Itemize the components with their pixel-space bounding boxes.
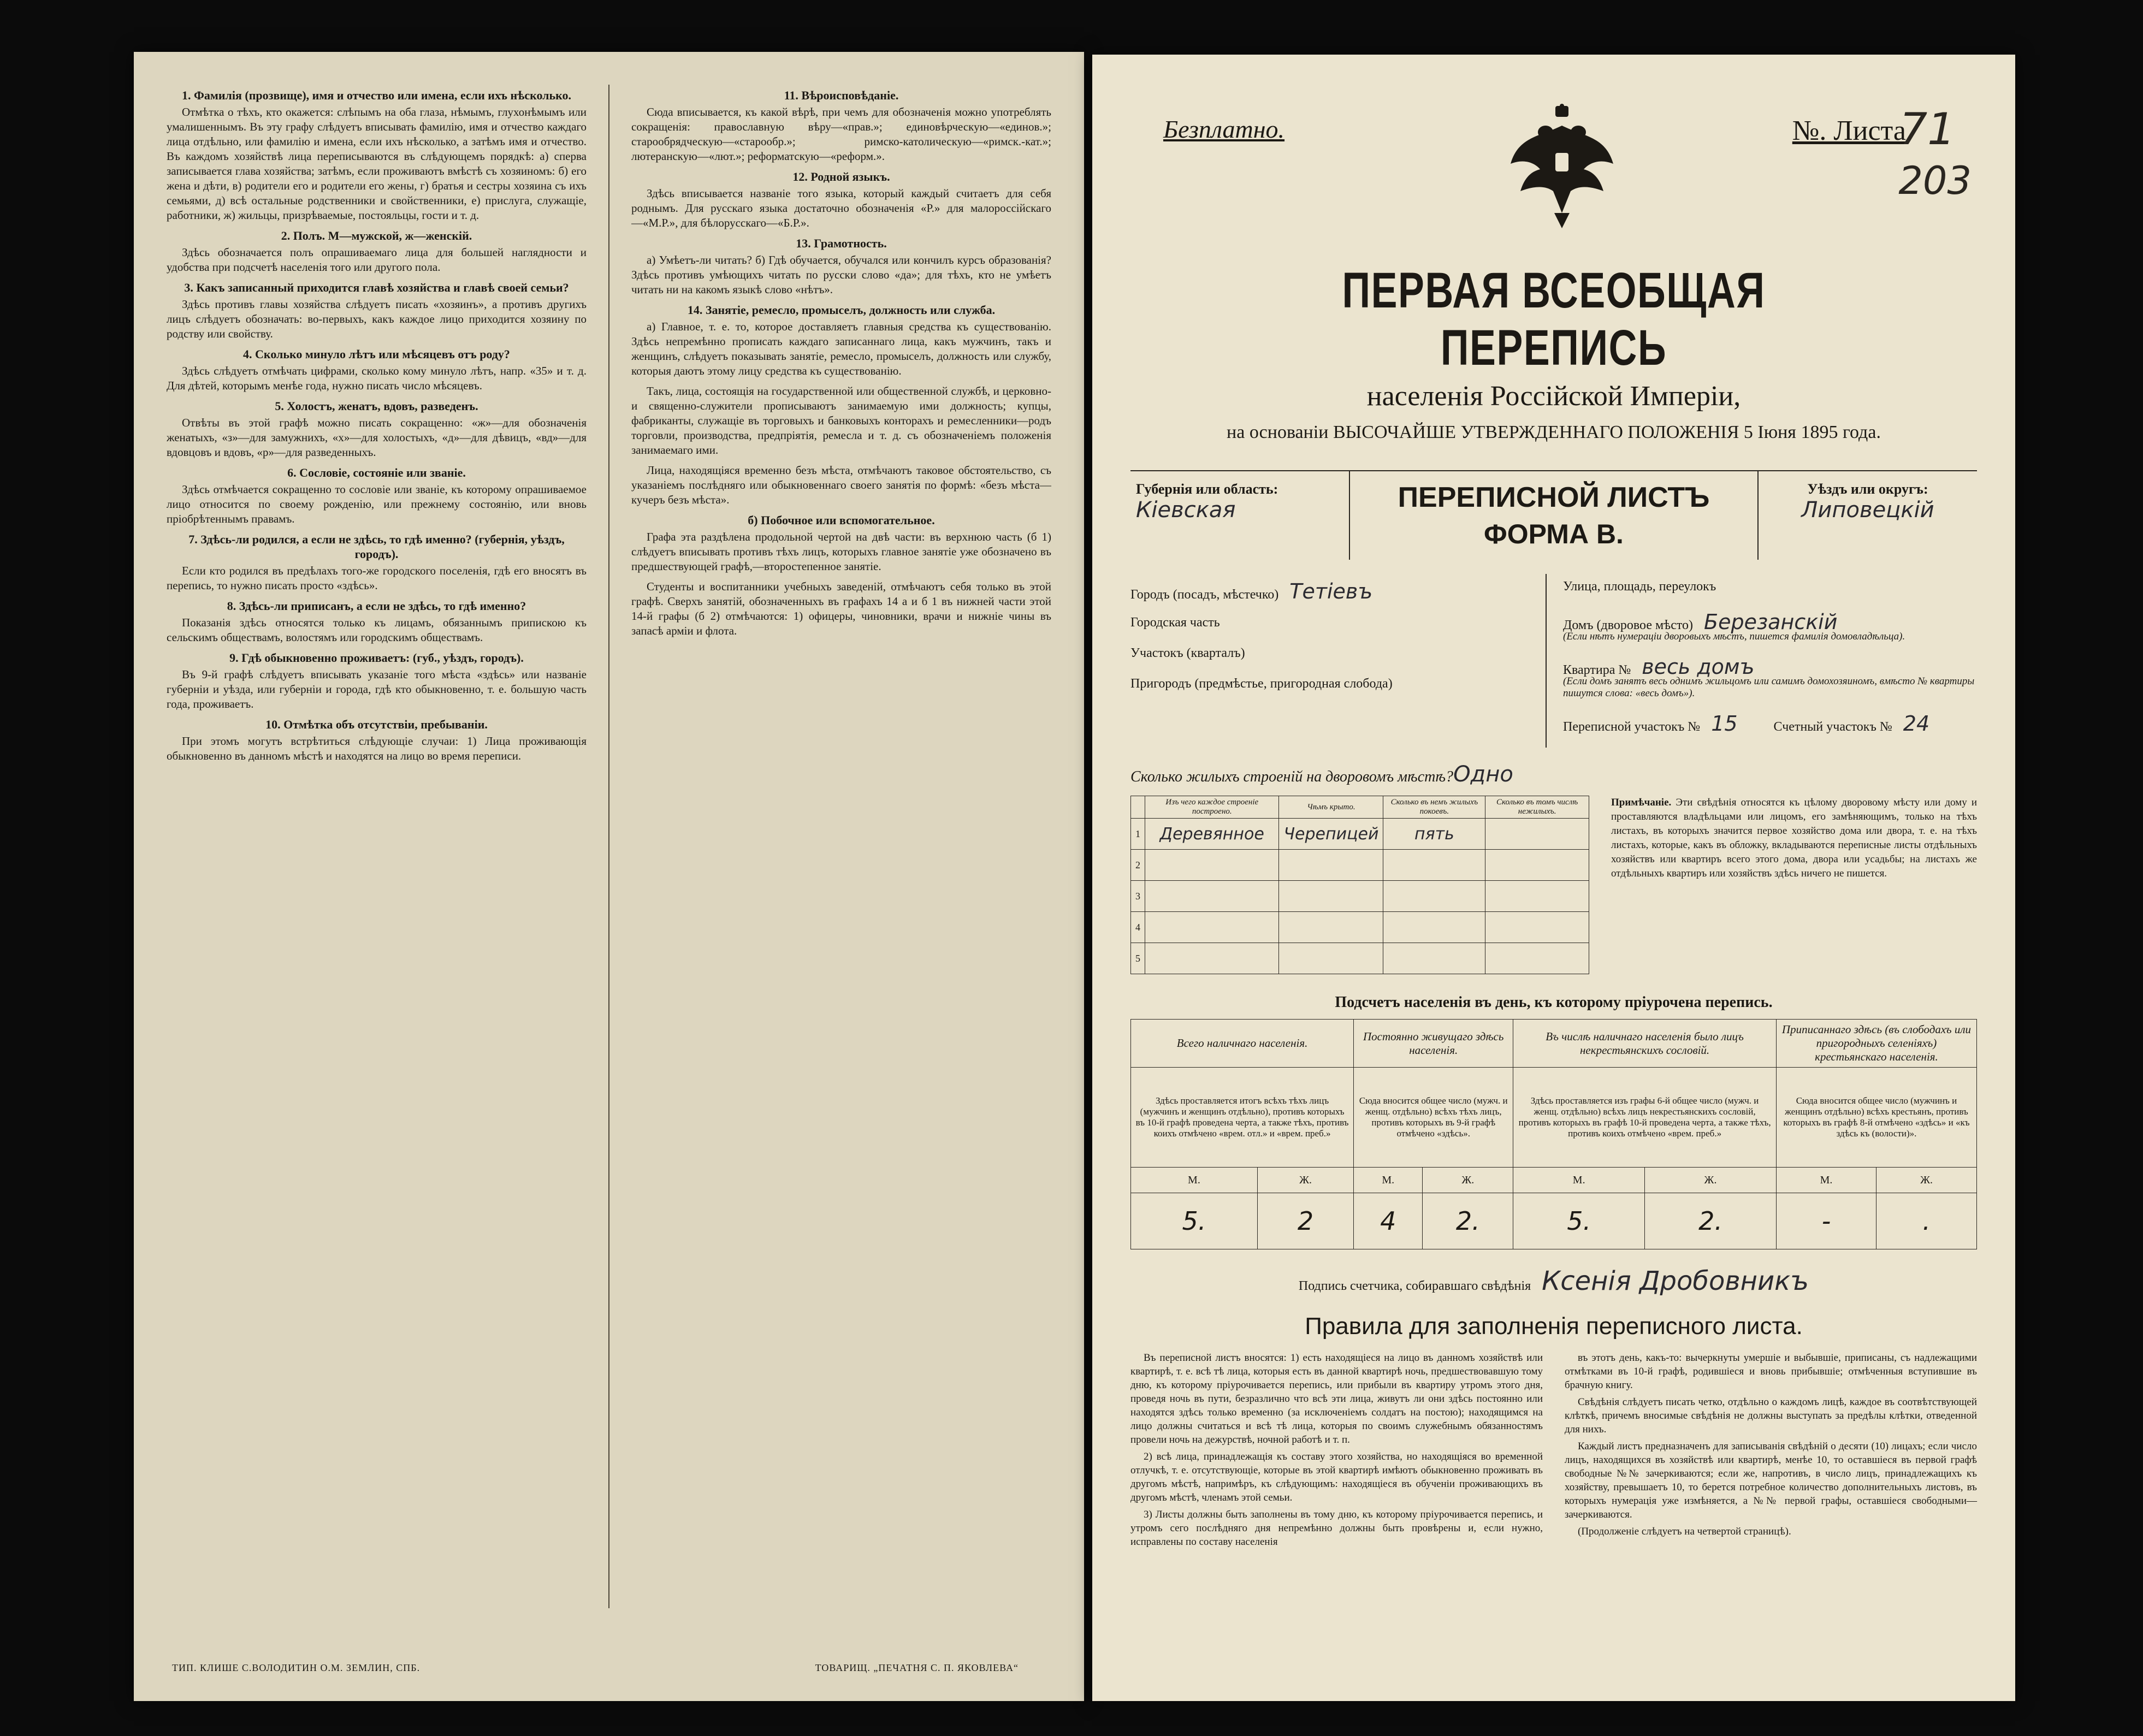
- table-row: [1131, 850, 1589, 881]
- instructions-column-2: [631, 85, 1051, 1608]
- census-area-value: 15: [1711, 712, 1738, 736]
- pop-header-non-peasant: Въ числѣ наличнаго населенія было лицъ некрестьянскихъ сословій.: [1513, 1020, 1777, 1068]
- rules-title: Правила для заполненія переписного листа.: [1305, 1313, 1803, 1340]
- district-value: Липовецкій: [1801, 497, 1934, 523]
- instruction-heading: 10. Отмѣтка объ отсутствіи, пребываніи.: [265, 718, 488, 731]
- instruction-text: Здѣсь обозначается полъ опрашиваемаго лица для большей наглядности и удобства при подсчетѣ населенія того или другого пола.: [167, 246, 587, 274]
- buildings-question-value: Одно: [1453, 762, 1513, 787]
- instruction-text: Студенты и воспитанники учебныхъ заведеній, отмѣчаютъ себя только въ этой графѣ. Сверхъ занятій, обозначенныхъ въ графахъ 14 а и б 1 въ нижней части этой 14-й графы (б 2) отмѣчаются: 1) офицеры, чиновники, врачи и нижніе чины въ запасѣ арміи и флота.: [631, 580, 1051, 637]
- buildings-cell-material: [1145, 912, 1279, 943]
- instruction-heading: 3. Какъ записанный приходится главѣ хозяйства и главѣ своей семьи?: [184, 281, 569, 294]
- apartment-line: [1563, 655, 1977, 700]
- apartment-note: (Если домъ занятъ весь однимъ жильцомъ или самимъ домохозяиномъ, вмѣсто № квартиры пишутся слова: «весь домъ»).: [1563, 676, 1975, 699]
- instruction-section: [167, 228, 587, 275]
- apartment-label: Квартира №: [1563, 663, 1631, 677]
- instruction-text: Здѣсь противъ главы хозяйства слѣдуетъ писать «хозяинъ», а противъ другихъ лицъ слѣдуетъ обозначать: во-первыхъ, какъ каждое лицо приходится хозяину по родству или свойству.: [167, 298, 587, 340]
- buildings-table: [1130, 796, 1589, 974]
- house-value: Березанскій: [1704, 610, 1838, 634]
- suburb-line: [1130, 677, 1535, 695]
- instruction-section: [167, 650, 587, 712]
- instruction-heading: 1. Фамилія (прозвище), имя и отчество или имена, если ихъ нѣсколько.: [181, 88, 572, 102]
- buildings-note-title: Примѣчаніе.: [1611, 797, 1672, 808]
- census-area-line: [1563, 712, 1977, 736]
- suburb-label: Пригородъ (предмѣстье, пригородная слобода): [1130, 677, 1393, 691]
- table-row: [1131, 881, 1589, 912]
- instruction-section: [167, 532, 587, 593]
- house-label: Домъ (дворовое мѣсто): [1563, 618, 1694, 632]
- instruction-heading: 8. Здѣсь-ли приписанъ, а если не здѣсь, то гдѣ именно?: [227, 599, 526, 613]
- buildings-header-roof: Чѣмъ крыто.: [1279, 796, 1383, 819]
- buildings-header-material: Изъ чего каждое строеніе построено.: [1145, 796, 1279, 819]
- instruction-heading: 14. Занятіе, ремесло, промыселъ, должность или служба.: [687, 303, 996, 317]
- sex-label-cell: М.: [1513, 1168, 1645, 1193]
- city-part-line: [1130, 615, 1535, 634]
- rule-paragraph: Въ переписной листъ вносятся: 1) есть находящіеся на лицо въ данномъ хозяйствѣ или квартирѣ, т. е. всѣ тѣ лица, которыя есть въ данной квартирѣ ночь, предшествовавшую тому дню, къ которому пріурочивается перепись, или прибыли въ квартиру утромъ этого дня, проведя ночь въ пути, безразлично что всѣ эти лица, живутъ ли они здѣсь постоянно или находятся здѣсь только временно (за исключеніемъ солдатъ на постою); находящимся на лицо должны считаться и всѣ тѣ лица, которыя по своимъ служебнымъ обязанностямъ провели ночь на дежурствѣ, ночной работѣ и т. п.: [1130, 1352, 1543, 1445]
- rule-paragraph: 3) Листы должны быть заполнены въ тому дню, къ которому пріурочивается перепись, и утромъ сего послѣдняго дня непремѣнно должны быть провѣрены и, если нужно, исправлены по составу населенія: [1130, 1509, 1543, 1548]
- instruction-text: Здѣсь слѣдуетъ отмѣчать цифрами, сколько кому минуло лѣтъ, напр. «35» и т. д. Для дѣтей, которымъ менѣе года, нужно писать число мѣсяцевъ.: [167, 364, 587, 392]
- pop-desc-total: Здѣсь проставляется итогъ всѣхъ тѣхъ лицъ (мужчинъ и женщинъ отдѣльно), противъ которыхъ въ 10-й графѣ проведена черта, а также тѣхъ, противъ коихъ отмѣчено «врем. отл.» и «врем. преб.»: [1131, 1068, 1354, 1168]
- instruction-heading: б) Побочное или вспомогательное.: [748, 513, 935, 527]
- population-value-cell: .: [1876, 1193, 1977, 1249]
- instruction-text: При этомъ могутъ встрѣтиться слѣдующіе случаи: 1) Лица проживающія обыкновенно въ данномъ мѣстѣ и находятся на лицо во время переписи.: [167, 734, 587, 762]
- buildings-cell-material: Деревянное: [1145, 819, 1279, 850]
- province-box: [1130, 471, 1350, 560]
- form-subtitle: ФОРМА В.: [1484, 519, 1624, 549]
- instruction-text: Отмѣтка о тѣхъ, кто окажется: слѣпымъ на оба глаза, нѣмымъ, глухонѣмымъ или умалишеннымъ. Въ эту графу слѣдуетъ вписывать фамилію, имя и отчество каждаго лица отдѣльно, или фамилію и имена, если ихъ нѣсколько, а затѣмъ имя и отчество. Въ каждомъ хозяйствѣ лица переписываются въ слѣдующемъ порядкѣ: а) сперва записывается глава хозяйства; затѣмъ, если проживаютъ вмѣстѣ съ хозяиномъ: б) его жена и дѣти, в) родители его и родители его жены, г) братья и сестры хозяина съ ихъ семьями, д) всѣ остальные родственники и свойственники, е) прислуга, служащіе, работники, ж) жильцы, призрѣваемые, постояльцы, гости и т. д.: [167, 105, 587, 222]
- instruction-text: Въ 9-й графѣ слѣдуетъ вписывать указаніе того мѣста «здѣсь» или названіе губерніи и уѣзда, или губерніи и города, гдѣ кто обыкновенно, т. е. большую часть года, проживаетъ.: [167, 668, 587, 710]
- city-part-label: Городская часть: [1130, 615, 1220, 630]
- rule-paragraph: въ этотъ день, какъ-то: вычеркнуты умершіе и выбывшіе, приписаны, съ надлежащими отмѣтками въ 10-й графѣ, родившіеся и вновь прибывшіе; отмѣченныя вступившие въ брачную книгу.: [1565, 1352, 1977, 1391]
- instruction-section: [631, 88, 1051, 164]
- form-title-box: [1350, 471, 1759, 560]
- quarter-label: Участокъ (кварталъ): [1130, 646, 1245, 660]
- buildings-header-rooms: Сколько въ немъ жилыхъ покоевъ.: [1383, 796, 1485, 819]
- city-label: Городъ (посадъ, мѣстечко): [1130, 588, 1279, 602]
- rule-paragraph: Каждый листъ предназначенъ для записыванія свѣдѣній о десяти (10) лицахъ; если число лицъ, находящихся въ хозяйствѣ или квартирѣ, менѣе 10, то оставшіеся въ первой графѣ свободные №№ зачеркиваются; если же, напротивъ, в число лицъ, принадлежащихъ къ хозяйству, превышаетъ 10, то берется потребное количество дополнительныхъ листовъ, въ которыхъ нумерація уже измѣняется, а №№ первой графы, оставшіеся свободными—зачеркиваются.: [1565, 1441, 1977, 1520]
- printer-imprint-right: ТОВАРИЩ. „ПЕЧАТНЯ С. П. ЯКОВЛЕВА“: [815, 1662, 1019, 1673]
- right-page: [1092, 55, 2015, 1701]
- apartment-value: весь домъ: [1642, 655, 1755, 679]
- enumerator-signature: [1130, 1266, 1977, 1296]
- buildings-cell-n: 4: [1131, 912, 1145, 943]
- population-value-cell: 5.: [1131, 1193, 1258, 1249]
- buildings-cell-rooms: [1383, 850, 1485, 881]
- pop-desc-permanent: Сюда вносится общее число (мужч. и женщ. отдѣльно) всѣхъ тѣхъ лицъ, противъ которыхъ въ 9-й графѣ отмѣчено «здѣсь».: [1354, 1068, 1513, 1168]
- buildings-question-text: Сколько жилыхъ строеній на дворовомъ мѣстѣ?: [1130, 768, 1454, 785]
- instructions-column-1: [167, 85, 587, 1608]
- instruction-heading: 11. Вѣроисповѣданіе.: [784, 88, 899, 102]
- buildings-cell-rooms: [1383, 943, 1485, 974]
- instruction-section: [167, 717, 587, 763]
- sex-label-cell: Ж.: [1876, 1168, 1977, 1193]
- instruction-section: [631, 169, 1051, 230]
- instruction-section: [631, 579, 1051, 638]
- buildings-cell-nonres: [1485, 819, 1589, 850]
- rules-column-right: [1565, 1351, 1977, 1552]
- signature-value: Ксенія Дробовникъ: [1542, 1266, 1809, 1296]
- buildings-cell-nonres: [1485, 850, 1589, 881]
- population-value-cell: 4: [1354, 1193, 1423, 1249]
- left-page: [134, 52, 1084, 1701]
- sex-label-cell: Ж.: [1257, 1168, 1353, 1193]
- instruction-section: [631, 384, 1051, 458]
- instruction-section: [167, 88, 587, 223]
- population-value-cell: 2.: [1423, 1193, 1513, 1249]
- address-left: [1130, 574, 1547, 748]
- instruction-text: а) Главное, т. е. то, которое доставляетъ главныя средства къ существованію. Здѣсь непремѣнно прописать каждаго записаннаго лица, какъ мужчинъ, такъ и женщинъ, слѣдуетъ показывать занятіе, ремесло, промыселъ, должность или службу, которыя даютъ этому лицу средства къ существованію.: [631, 320, 1051, 377]
- page-subtitle: населенія Россійской Имперіи,: [1366, 381, 1741, 412]
- buildings-cell-material: [1145, 850, 1279, 881]
- instruction-heading: 7. Здѣсь-ли родился, а если не здѣсь, то гдѣ именно? (губернія, уѣздъ, городъ).: [188, 532, 565, 561]
- instruction-section: [631, 303, 1051, 378]
- district-label: Уѣздъ или округъ:: [1807, 481, 1928, 497]
- pop-desc-peasant: Сюда вносится общее число (мужчинъ и женщинъ отдѣльно) всѣхъ крестьянъ, противъ которыхъ въ графѣ 8-й отмѣчено «здѣсь» и «къ здѣсь къ (волости)».: [1776, 1068, 1976, 1168]
- instruction-text: Такъ, лица, состоящія на государственной или общественной службѣ, и церковно-и священно-служители прописываютъ занимаемую ими должность; купцы, фабриканты, служащіе въ торговыхъ и банковыхъ конторахъ и ремесленники—родъ торговли, производства, предпріятія, ремесла и т. д. съ обозначеніемъ положенія занимаемаго ими.: [631, 384, 1051, 457]
- sex-label-cell: М.: [1131, 1168, 1258, 1193]
- buildings-cell-n: 3: [1131, 881, 1145, 912]
- table-row: [1131, 943, 1589, 974]
- column-divider: [608, 85, 609, 1608]
- instruction-section: [167, 599, 587, 645]
- buildings-cell-n: 1: [1131, 819, 1145, 850]
- instruction-heading: 13. Грамотность.: [796, 236, 887, 250]
- instruction-section: [167, 347, 587, 393]
- instruction-heading: 2. Полъ. М—мужской, ж—женскій.: [281, 229, 472, 242]
- instruction-heading: 12. Родной языкъ.: [792, 170, 890, 183]
- header-row: [1130, 104, 1977, 218]
- instruction-heading: 6. Сословіе, состояніе или званіе.: [287, 466, 466, 479]
- instruction-text: Если кто родился въ предѣлахъ того-же городского поселенія, гдѣ его вносятъ въ перепись, то нужно писать просто «здѣсь».: [167, 564, 587, 592]
- instruction-heading: 5. Холостъ, женатъ, вдовъ, разведенъ.: [275, 399, 478, 413]
- buildings-cell-n: 5: [1131, 943, 1145, 974]
- rule-paragraph: (Продолженіе слѣдуетъ на четвертой страницѣ).: [1578, 1526, 1791, 1537]
- pop-header-peasant: Приписаннаго здѣсь (въ слободахъ или пригородныхъ селеніяхъ) крестьянскаго населенія.: [1776, 1020, 1976, 1068]
- address-section: [1130, 574, 1977, 748]
- sex-label-cell: Ж.: [1423, 1168, 1513, 1193]
- buildings-cell-nonres: [1485, 912, 1589, 943]
- count-area-label: Счетный участокъ №: [1773, 720, 1892, 734]
- buildings-note-text: Эти свѣдѣнія относятся къ цѣлому дворовому мѣсту или дому и проставляются владѣльцами или лицомъ, его замѣняющимъ, только на тѣхъ листахъ, въ которыхъ значится первое хозяйство дома или двора, т. е. на тѣхъ листахъ, которые, какъ въ обложку, вкладываются переписные листы отдѣльныхъ хозяйствъ или квартиръ всего этого дома, двора или усадьбы; на листахъ же отдѣльныхъ квартиръ или хозяйствъ здѣсь ничего не пишется.: [1611, 797, 1978, 879]
- population-value-cell: 5.: [1513, 1193, 1645, 1249]
- rules-section: [1130, 1351, 1977, 1552]
- census-area-label: Переписной участокъ №: [1563, 720, 1701, 734]
- table-row: [1131, 819, 1589, 850]
- count-area-value: 24: [1903, 712, 1930, 736]
- buildings-cell-material: [1145, 881, 1279, 912]
- province-value: Кіевская: [1136, 497, 1236, 523]
- district-box: [1759, 471, 1977, 560]
- pop-header-total: Всего наличнаго населенія.: [1131, 1020, 1354, 1068]
- street-label: Улица, площадь, переулокъ: [1563, 579, 1716, 594]
- buildings-cell-material: [1145, 943, 1279, 974]
- instruction-text: Сюда вписывается, къ какой вѣрѣ, при чемъ для обозначенія можно употреблять сокращенія: православную вѣру—«прав.»; единовѣрческую—«единов.»; старообрядческую—«старообр.»; римско-католическую—«римск.-кат.»; лютеранскую—«лют.»; реформатскую—«реформ.».: [631, 105, 1051, 163]
- sheet-number-label: №. Листа: [1792, 115, 1906, 146]
- instruction-section: [631, 513, 1051, 574]
- buildings-cell-n: 2: [1131, 850, 1145, 881]
- sex-label-cell: М.: [1776, 1168, 1876, 1193]
- population-count-heading: Подсчетъ населенія въ день, къ которому пріурочена перепись.: [1335, 994, 1773, 1011]
- instruction-text: Здѣсь вписывается названіе того языка, который каждый считаетъ для себя роднымъ. Для русскаго языка достаточно обозначенія «Р.» для малороссійскаго—«М.Р.», для бѣлорусскаго—«Б.Р.».: [631, 187, 1051, 229]
- buildings-cell-rooms: [1383, 881, 1485, 912]
- instruction-section: [167, 465, 587, 526]
- instruction-section: [167, 280, 587, 341]
- free-label: Безплатно.: [1163, 115, 1285, 143]
- house-line: [1563, 610, 1977, 643]
- double-headed-eagle-emblem: [1507, 104, 1617, 229]
- instruction-section: [167, 399, 587, 460]
- buildings-cell-rooms: пять: [1383, 819, 1485, 850]
- city-line: [1130, 579, 1535, 603]
- buildings-cell-roof: [1279, 881, 1383, 912]
- rule-paragraph: 2) всѣ лица, принадлежащія къ составу этого хозяйства, но находящіяся во временной отлучкѣ, т. е. отсутствующіе, которые въ этой квартирѣ имѣютъ обыкновенно проживать въ другомъ мѣстѣ, напримѣръ, къ слѣдующимъ: находящіеся въ обученіи проживающихъ въ другомъ мѣстѣ, членамъ этой семьи.: [1130, 1451, 1543, 1503]
- table-row: [1131, 912, 1589, 943]
- signature-label: Подпись счетчика, собиравшаго свѣдѣнія: [1298, 1279, 1531, 1293]
- city-value: Тетіевъ: [1289, 579, 1373, 603]
- instruction-text: а) Умѣетъ-ли читать? б) Гдѣ обучается, обучался или кончилъ курсъ образованія? Здѣсь противъ умѣющихъ читать по русски слово «да»; для тѣхъ, кто не умѣетъ читать ни на какомъ языкѣ слово «нѣтъ».: [631, 253, 1051, 296]
- buildings-cell-roof: [1279, 943, 1383, 974]
- street-line: [1563, 579, 1977, 598]
- population-value-cell: 2: [1257, 1193, 1353, 1249]
- population-header-row: [1131, 1020, 1977, 1068]
- buildings-cell-roof: Черепицей: [1279, 819, 1383, 850]
- buildings-cell-rooms: [1383, 912, 1485, 943]
- sex-label-cell: М.: [1354, 1168, 1423, 1193]
- buildings-cell-nonres: [1485, 943, 1589, 974]
- form-header: [1130, 470, 1977, 560]
- house-note: (Если нѣтъ нумераціи дворовыхъ мѣстъ, пишется фамилія домовладѣльца).: [1563, 631, 1905, 642]
- instruction-text: Лица, находящіяся временно безъ мѣста, отмѣчаютъ таковое обстоятельство, съ указаніемъ послѣдняго или обыкновеннаго своего занятія по формѣ: «безъ мѣста—кучеръ безъ мѣста».: [631, 464, 1051, 506]
- instruction-text: Здѣсь отмѣчается сокращенно то сословіе или званіе, къ которому опрашиваемое лицо относится по своему рожденію, или прежнему состоянію, или вновь пріобрѣтеннымъ правамъ.: [167, 483, 587, 525]
- buildings-note: [1611, 796, 1977, 974]
- population-value-cell: -: [1776, 1193, 1876, 1249]
- district-line: [1130, 646, 1535, 665]
- instruction-heading: 4. Сколько минуло лѣтъ или мѣсяцевъ отъ роду?: [243, 347, 510, 361]
- instruction-section: [631, 463, 1051, 507]
- instruction-text: Графа эта раздѣлена продольной чертой на двѣ части: въ верхнюю часть (б 1) слѣдуетъ вписывать противъ тѣхъ лицъ, которыхъ главное занятіе уже обозначено въ предшествующей графѣ,—второстепенное занятіе.: [631, 530, 1051, 573]
- form-title: ПЕРЕПИСНОЙ ЛИСТЪ: [1398, 482, 1710, 513]
- page-title: ПЕРВАЯ ВСЕОБЩАЯ ПЕРЕПИСЬ: [1342, 263, 1766, 376]
- address-right: [1563, 574, 1977, 748]
- instruction-heading: 9. Гдѣ обыкновенно проживаетъ: (губ., уѣздъ, городъ).: [229, 651, 524, 665]
- buildings-header-nonres: Сколько въ томъ числѣ нежилыхъ.: [1485, 796, 1589, 819]
- pop-desc-non-peasant: Здѣсь проставляется изъ графы 6-й общее число (мужч. и женщ. отдѣльно) всѣхъ лицъ некрестьянскихъ сословій, противъ которыхъ въ графѣ 10-й проведена черта, а также тѣхъ, противъ коихъ отмѣчено «врем. преб.»: [1513, 1068, 1777, 1168]
- pop-header-permanent: Постоянно живущаго здѣсь населенія.: [1354, 1020, 1513, 1068]
- rule-paragraph: Свѣдѣнія слѣдуетъ писать четко, отдѣльно о каждомъ лицѣ, каждое въ соотвѣтствующей клѣткѣ, причемъ вносимые свѣдѣнія не должны выступать за предѣлы клѣтки, отведенной для нихъ.: [1565, 1396, 1977, 1435]
- population-count-table: [1130, 1019, 1977, 1249]
- sex-label-cell: Ж.: [1645, 1168, 1777, 1193]
- population-desc-row: [1131, 1068, 1977, 1168]
- instruction-columns: [167, 85, 1051, 1608]
- instruction-text: Отвѣты въ этой графѣ можно писать сокращенно: «ж»—для обозначенія женатыхъ, «з»—для замужнихъ, «х»—для холостыхъ, «д»—для дѣвицъ, «вд»—для вдовцовъ и вдовъ, «р»—для разведенныхъ.: [167, 416, 587, 459]
- printer-imprint-left: ТИП. КЛИШЕ С.ВОЛОДИТИН О.М. ЗЕМЛИН, СПБ.: [172, 1662, 421, 1673]
- buildings-header-num: [1131, 796, 1145, 819]
- legal-basis: на основаніи ВЫСОЧАЙШЕ УТВЕРЖДЕННАГО ПОЛОЖЕНІЯ 5 Іюня 1895 года.: [1227, 422, 1881, 442]
- buildings-cell-roof: [1279, 912, 1383, 943]
- province-label: Губернія или область:: [1136, 481, 1278, 497]
- rules-column-left: [1130, 1351, 1543, 1552]
- sheet-number-handwritten-2: 203: [1898, 158, 1972, 203]
- population-value-cell: 2.: [1645, 1193, 1777, 1249]
- sheet-number-handwritten: 71: [1899, 104, 1955, 155]
- instruction-section: [631, 236, 1051, 297]
- buildings-table-header: [1131, 796, 1589, 819]
- buildings-cell-roof: [1279, 850, 1383, 881]
- population-value-row: [1131, 1193, 1977, 1249]
- buildings-section: [1130, 796, 1977, 974]
- instruction-text: Показанія здѣсь относятся только къ лицамъ, обязаннымъ припискою къ сельскимъ обществамъ, волостямъ или городскимъ обществамъ.: [167, 616, 587, 644]
- buildings-question: [1130, 762, 1977, 787]
- population-sex-row: [1131, 1168, 1977, 1193]
- buildings-cell-nonres: [1485, 881, 1589, 912]
